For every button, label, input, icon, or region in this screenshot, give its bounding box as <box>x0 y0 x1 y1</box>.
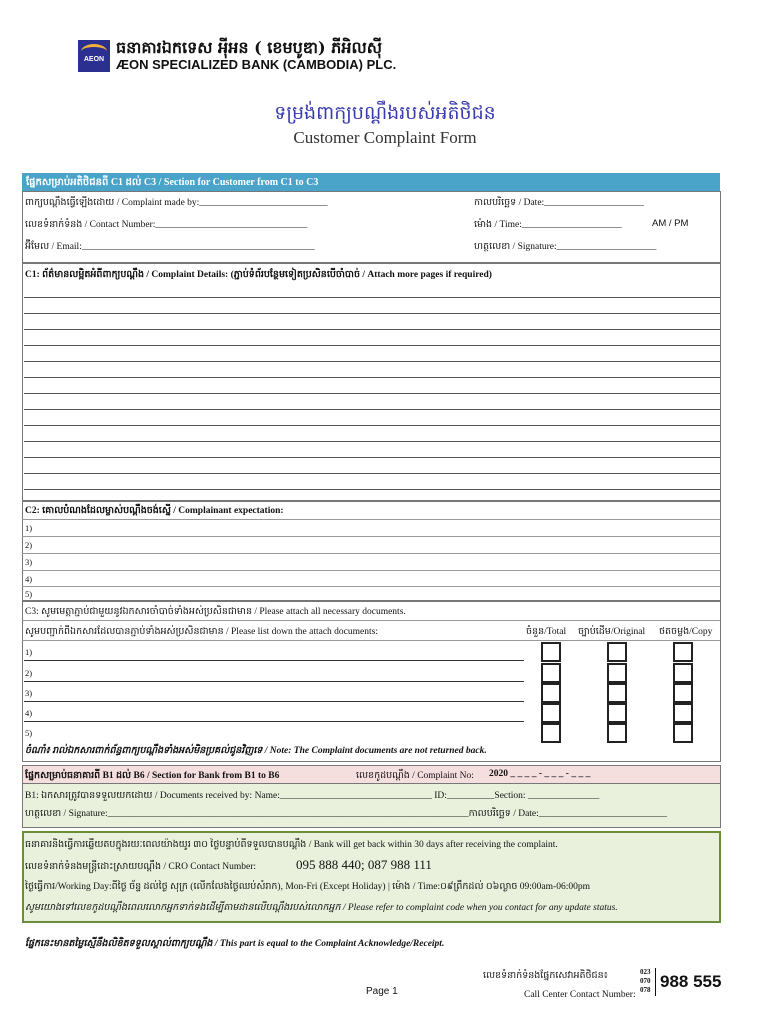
response-time-note: ធនាគារនិងធ្វើការឆ្លើយតបក្នុងរយៈពេលយ៉ាងយូរ ៣០ ថ្ងៃបន្ទាប់ពីទទួលបានបណ្តឹង / Bank will get back within 30 days after receiving the complaint. <box>25 840 558 850</box>
bank-logo <box>78 40 110 72</box>
complaint-code-note: សូមយោងទៅលេខកូដបណ្តឹងពេលលោកអ្នកទាក់ទងដើម្បីតាមដានលើបណ្តឹងរបស់លោកអ្នក / Please refer to complaint code when you contact for any update status. <box>25 903 618 913</box>
document-item-line[interactable] <box>24 681 524 682</box>
total-checkbox[interactable] <box>541 642 561 662</box>
signature-field[interactable]: ហត្ថលេខា / Signature:_____________________ <box>474 242 657 252</box>
document-item[interactable]: 5) <box>25 728 33 738</box>
bank-signature-date-field[interactable]: ហត្ថលេខា / Signature:____________________________________________________________________________កាលបរិច្ឆេទ / Date:___________________________ <box>25 809 668 819</box>
total-checkbox[interactable] <box>541 723 561 743</box>
original-checkbox[interactable] <box>607 642 627 662</box>
total-checkbox[interactable] <box>541 703 561 723</box>
c1-box <box>22 262 721 502</box>
c2-label: C2: គោលបំណងដែលម្ចាស់បណ្តឹងចង់ស្នើ / Complainant expectation: <box>25 506 284 516</box>
c1-line[interactable] <box>24 473 720 474</box>
document-item[interactable]: 3) <box>25 688 33 698</box>
c3-divider <box>22 620 720 621</box>
original-checkbox[interactable] <box>607 723 627 743</box>
document-item-line[interactable] <box>24 701 524 702</box>
c1-label: C1: ព័ត៌មានលម្អិតអំពីពាក្យបណ្តឹង / Complaint Details: (ភ្ជាប់ទំព័របន្ថែមទៀតប្រសិនបើចាំបាច់ / Attach more pages if required) <box>25 270 492 280</box>
receipt-note: ផ្នែកនេះមានតម្លៃស្មើនឹងលិខិតទទួលស្គាល់ពាក្យបណ្តឹង / This part is equal to the Complaint Acknowledge/Receipt. <box>25 939 445 949</box>
complaint-made-by-field[interactable]: ពាក្យបណ្តឹងធ្វើឡើងដោយ / Complaint made by:___________________________ <box>25 198 328 208</box>
am-pm-label: AM / PM <box>652 218 689 229</box>
c1-line[interactable] <box>24 393 720 394</box>
logo-text: AEON <box>83 56 105 63</box>
page-number: Page 1 <box>366 986 398 997</box>
bank-section-heading: ផ្នែកសម្រាប់ធនាគារពី B1 ដល់ B6 / Section for Bank from B1 to B6 <box>25 771 280 781</box>
document-item-line[interactable] <box>24 721 524 722</box>
c2-divider <box>22 553 720 554</box>
bank-name-english: ÆON SPECIALIZED BANK (CAMBODIA) PLC. <box>116 57 397 72</box>
c1-line[interactable] <box>24 377 720 378</box>
call-center-number: 988 555 <box>660 972 722 991</box>
email-field[interactable]: អ៊ីមែល / Email:_________________________________________________ <box>25 242 315 252</box>
c1-line[interactable] <box>24 313 720 314</box>
c2-item[interactable]: 4) <box>25 574 33 584</box>
original-checkbox[interactable] <box>607 683 627 703</box>
c2-item[interactable]: 3) <box>25 557 33 567</box>
c2-divider <box>22 586 720 587</box>
call-center-label-english: Call Center Contact Number: <box>524 990 636 1000</box>
copy-checkbox[interactable] <box>673 723 693 743</box>
c2-item[interactable]: 2) <box>25 540 33 550</box>
form-title-english: Customer Complaint Form <box>293 128 477 147</box>
prefix-divider <box>655 968 656 996</box>
c1-line[interactable] <box>24 425 720 426</box>
c1-line[interactable] <box>24 489 720 490</box>
date-field[interactable]: កាលបរិច្ឆេទ / Date:_____________________ <box>474 198 644 208</box>
call-center-prefix: 023 <box>640 968 651 976</box>
call-center-prefixes <box>640 968 651 995</box>
documents-received-by-field[interactable]: B1: ឯកសារត្រូវបានទទួលយកដោយ / Documents received by: Name:________________________________ ID:__________Section: _______________ <box>25 791 600 801</box>
c2-divider <box>22 536 720 537</box>
complaint-no-label: លេខកូដបណ្តឹង / Complaint No: <box>356 771 474 781</box>
document-item[interactable]: 1) <box>25 647 33 657</box>
copy-checkbox[interactable] <box>673 663 693 683</box>
total-checkbox[interactable] <box>541 663 561 683</box>
call-center-prefix: 070 <box>640 977 651 985</box>
c3-divider <box>22 640 720 641</box>
total-checkbox[interactable] <box>541 683 561 703</box>
c2-item[interactable]: 5) <box>25 589 33 599</box>
copy-checkbox[interactable] <box>673 642 693 662</box>
contact-number-field[interactable]: លេខទំនាក់ទំនង / Contact Number:________________________________ <box>25 220 308 230</box>
call-center-prefix: 078 <box>640 986 651 994</box>
c3-list-label: សូមបញ្ជាក់ពីឯកសារដែលបានភ្ជាប់ទាំងអស់ប្រសិនជាមាន / Please list down the attach documents: <box>25 627 378 637</box>
column-copy: ថតចម្លង/Copy <box>659 627 713 637</box>
time-field[interactable]: ម៉ោង / Time:_____________________ <box>474 220 622 230</box>
column-original: ច្បាប់ដើម/Original <box>578 627 646 637</box>
c2-divider <box>22 519 720 520</box>
call-center-label-khmer: លេខទំនាក់ទំនងផ្នែកសេវាអតិថិជន៖ <box>483 971 608 981</box>
complaint-no-field[interactable]: 2020 _ _ _ _ - _ _ _ - _ _ _ <box>489 769 591 779</box>
form-title-khmer: ទម្រង់ពាក្យបណ្តឹងរបស់អតិថិជន <box>274 102 496 124</box>
cro-contact-label: លេខទំនាក់ទំនងមន្ត្រីដោះស្រាយបណ្តឹង / CRO Contact Number: <box>25 862 256 872</box>
c1-line[interactable] <box>24 457 720 458</box>
original-checkbox[interactable] <box>607 703 627 723</box>
original-checkbox[interactable] <box>607 663 627 683</box>
c2-divider <box>22 570 720 571</box>
copy-checkbox[interactable] <box>673 703 693 723</box>
column-total: ចំនួន/Total <box>526 627 567 637</box>
c3-label: C3: សូមមេត្តាភ្ជាប់ជាមួយនូវឯកសារចាំបាច់ទាំងអស់ប្រសិនជាមាន / Please attach all necessary documents. <box>25 607 406 617</box>
documents-note: ចំណាំ៖ រាល់ឯកសារពាក់ព័ន្ធពាក្យបណ្តឹងទាំងអស់មិនប្រគល់ជូនវិញទេ / Note: The Complaint documents are not returned back. <box>25 746 487 756</box>
c1-line[interactable] <box>24 409 720 410</box>
document-item-line[interactable] <box>24 660 524 661</box>
c1-line[interactable] <box>24 441 720 442</box>
customer-section-heading: ផ្នែកសម្រាប់អតិថិជនពី C1 ដល់ C3 / Section for Customer from C1 to C3 <box>22 173 720 191</box>
c1-line[interactable] <box>24 361 720 362</box>
c2-item[interactable]: 1) <box>25 523 33 533</box>
document-item[interactable]: 2) <box>25 668 33 678</box>
copy-checkbox[interactable] <box>673 683 693 703</box>
document-item[interactable]: 4) <box>25 708 33 718</box>
c1-line[interactable] <box>24 329 720 330</box>
bank-name-khmer: ធនាគារឯកទេស អុីអន ( ខេមបូឌា) ភីអិលសុី <box>116 38 382 57</box>
c1-line[interactable] <box>24 297 720 298</box>
c1-line[interactable] <box>24 345 720 346</box>
cro-contact-numbers: 095 888 440; 087 988 111 <box>296 857 432 872</box>
working-hours-note: ថ្ងៃធ្វើការ/Working Day:ពីថ្ងៃ ច័ន្ទ ដល់ថ្ងៃ សុក្រ (លើកលែងថ្ងៃឈប់សំរាក), Mon-Fri (Except Holiday) | ម៉ោង / Time:០៩ព្រឹកដល់ ០៦ល្ងាច 09:00am-06:00pm <box>25 882 590 892</box>
